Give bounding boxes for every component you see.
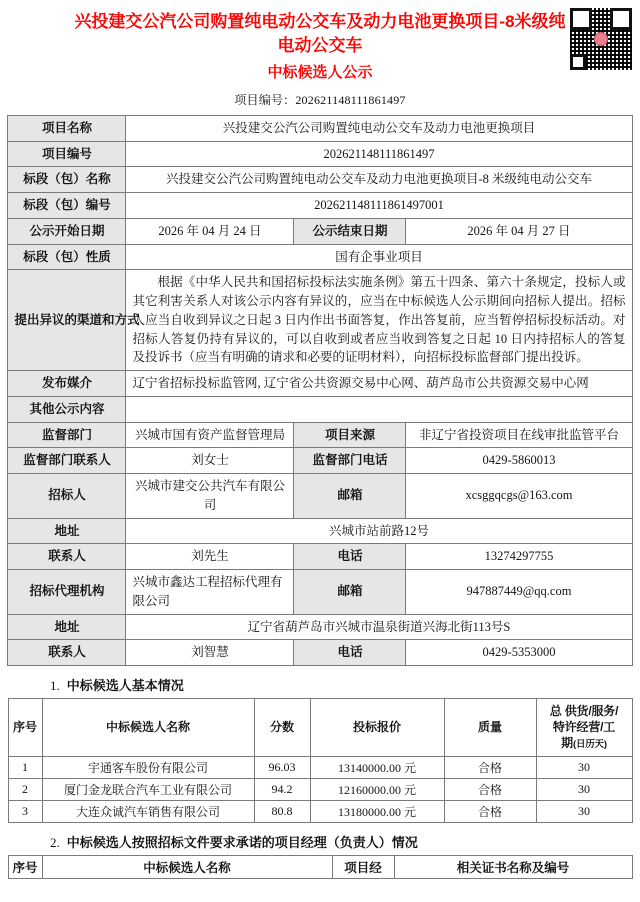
value-start-date: 2026 年 04 月 24 日 [126, 218, 294, 244]
cell-bid-price: 13180000.00 元 [310, 801, 444, 823]
cell-index: 3 [8, 801, 42, 823]
column-duration-unit: (日历天) [572, 739, 607, 751]
value-other-content [126, 396, 632, 422]
value-project-source: 非辽宁省投资项目在线审批监管平台 [406, 422, 632, 448]
table-row [8, 115, 632, 141]
label-end-date: 公示结束日期 [294, 218, 406, 244]
label-agency-person: 联系人 [8, 640, 126, 666]
value-agency-address: 辽宁省葫芦岛市兴城市温泉街道兴海北街113号S [126, 614, 632, 640]
column-quality: 质量 [444, 699, 536, 757]
cell-bid-price: 13140000.00 元 [310, 757, 444, 779]
column-duration-line1: 总 供货/服务/ [549, 703, 619, 718]
value-tenderer-person: 刘先生 [126, 544, 294, 570]
value-media: 辽宁省招标投标监管网, 辽宁省公共资源交易中心网、葫芦岛市公共资源交易中心网 [126, 371, 632, 397]
value-agency: 兴城市鑫达工程招标代理有限公司 [126, 570, 294, 615]
section-1-heading [8, 675, 632, 694]
value-tenderer: 兴城市建交公共汽车有限公司 [126, 474, 294, 519]
value-section-name: 兴投建交公汽公司购置纯电动公交车及动力电池更换项目-8 米级纯电动公交车 [126, 167, 632, 193]
column-score: 分数 [254, 699, 310, 757]
label-tenderer: 招标人 [8, 474, 126, 519]
qr-code-icon [570, 8, 632, 70]
cell-quality: 合格 [444, 779, 536, 801]
section-2-number: 2. [50, 835, 60, 850]
cell-score: 94.2 [254, 779, 310, 801]
table-row [8, 779, 632, 801]
candidates-table [8, 698, 633, 823]
label-agency-email: 邮箱 [294, 570, 406, 615]
project-manager-table [8, 855, 633, 879]
cell-duration: 30 [536, 779, 632, 801]
value-agency-person: 刘智慧 [126, 640, 294, 666]
page-title: 兴投建交公汽公司购置纯电动公交车及动力电池更换项目-8米级纯电动公交车 [74, 12, 566, 56]
label-project-source: 项目来源 [294, 422, 406, 448]
table-row [8, 193, 632, 219]
qr-center-logo [594, 32, 608, 46]
cell-score: 80.8 [254, 801, 310, 823]
section-2-heading [8, 832, 632, 851]
cell-score: 96.03 [254, 757, 310, 779]
label-other-content: 其他公示内容 [8, 396, 126, 422]
column-project-manager: 项目经 [332, 856, 394, 879]
label-tenderer-address: 地址 [8, 518, 126, 544]
value-section-nature: 国有企事业项目 [126, 244, 632, 270]
label-supervisor-dept: 监督部门 [8, 422, 126, 448]
page-subtitle: 中标候选人公示 [267, 64, 373, 82]
value-agency-email: 947887449@qq.com [406, 570, 632, 615]
column-duration [536, 699, 632, 757]
label-tenderer-email: 邮箱 [294, 474, 406, 519]
value-project-code: 202621148111861497 [126, 141, 632, 167]
table-row [8, 448, 632, 474]
project-number-line: 项目编号：202621148111861497 [234, 92, 406, 107]
project-info-table [7, 115, 632, 666]
table-row [8, 544, 632, 570]
label-agency-tel: 电话 [294, 640, 406, 666]
column-duration-line3: 期(日历天) [561, 736, 607, 751]
label-media: 发布媒介 [8, 371, 126, 397]
value-project-name: 兴投建交公汽公司购置纯电动公交车及动力电池更换项目 [126, 115, 632, 141]
value-supervisor-phone: 0429-5860013 [406, 448, 632, 474]
value-agency-tel: 0429-5353000 [406, 640, 632, 666]
value-tenderer-email: xcsggqcgs@163.com [406, 474, 632, 519]
table-row [8, 371, 632, 397]
column-certificate: 相关证书名称及编号 [394, 856, 632, 879]
cell-candidate-name: 大连众诚汽车销售有限公司 [42, 801, 254, 823]
cell-index: 1 [8, 757, 42, 779]
label-supervisor-contact: 监督部门联系人 [8, 448, 126, 474]
label-tenderer-person: 联系人 [8, 544, 126, 570]
cell-quality: 合格 [444, 757, 536, 779]
table-row [8, 640, 632, 666]
value-tenderer-address: 兴城市站前路12号 [126, 518, 632, 544]
column-candidate-name: 中标候选人名称 [42, 699, 254, 757]
section-2-title: 中标候选人按照招标文件要求承诺的项目经理（负责人）情况 [66, 835, 418, 850]
value-supervisor-contact: 刘女士 [126, 448, 294, 474]
label-section-name: 标段（包）名称 [8, 167, 126, 193]
label-agency: 招标代理机构 [8, 570, 126, 615]
label-section-nature: 标段（包）性质 [8, 244, 126, 270]
table-row [8, 801, 632, 823]
table-row [8, 614, 632, 640]
section-1-number: 1. [50, 678, 60, 693]
cell-bid-price: 12160000.00 元 [310, 779, 444, 801]
value-tenderer-tel: 13274297755 [406, 544, 632, 570]
column-index: 序号 [8, 699, 42, 757]
table-row [8, 218, 632, 244]
column-duration-line2: 特许经营/工 [552, 720, 616, 735]
cell-candidate-name: 宇通客车股份有限公司 [42, 757, 254, 779]
value-supervisor-dept: 兴城市国有资产监督管理局 [126, 422, 294, 448]
value-section-code: 202621148111861497001 [126, 193, 632, 219]
table-row [8, 518, 632, 544]
cell-quality: 合格 [444, 801, 536, 823]
label-agency-address: 地址 [8, 614, 126, 640]
label-supervisor-phone: 监督部门电话 [294, 448, 406, 474]
label-section-code: 标段（包）编号 [8, 193, 126, 219]
table-row [8, 396, 632, 422]
value-objection-channel: 根据《中华人民共和国招标投标法实施条例》第五十四条、第六十条规定，投标人或其它利害关系人对该公示内容有异议的，应当在中标候选人公示期间向招标人提出。招标人应当自收到异议之日起 3 日内作出书面答复，作出答复前，应当暂停招标投标活动。对招标人答复仍持有异议的，可以自收到或者应当收到答复之日起 10 日内持招标人的答复及投诉书（应当有明确的请求和必要的证明材料），向招标投标监督部门提出投诉。 [126, 270, 632, 371]
table-row [8, 570, 632, 615]
table-header-row [8, 856, 632, 879]
column-index: 序号 [8, 856, 42, 879]
candidates-table-body [8, 757, 632, 823]
label-project-name: 项目名称 [8, 115, 126, 141]
table-row [8, 757, 632, 779]
cell-duration: 30 [536, 801, 632, 823]
document-header [0, 0, 640, 115]
label-tenderer-tel: 电话 [294, 544, 406, 570]
cell-candidate-name: 厦门金龙联合汽车工业有限公司 [42, 779, 254, 801]
table-row [8, 141, 632, 167]
table-row [8, 422, 632, 448]
table-row [8, 270, 632, 371]
cell-duration: 30 [536, 757, 632, 779]
label-start-date: 公示开始日期 [8, 218, 126, 244]
cell-index: 2 [8, 779, 42, 801]
value-end-date: 2026 年 04 月 27 日 [406, 218, 632, 244]
label-objection-channel: 提出异议的渠道和方式 [8, 270, 126, 371]
table-header-row [8, 699, 632, 757]
column-bid-price: 投标报价 [310, 699, 444, 757]
table-row [8, 167, 632, 193]
column-candidate-name: 中标候选人名称 [42, 856, 332, 879]
table-row [8, 244, 632, 270]
section-1-title: 中标候选人基本情况 [66, 678, 184, 693]
label-project-code: 项目编号 [8, 141, 126, 167]
table-row [8, 474, 632, 519]
